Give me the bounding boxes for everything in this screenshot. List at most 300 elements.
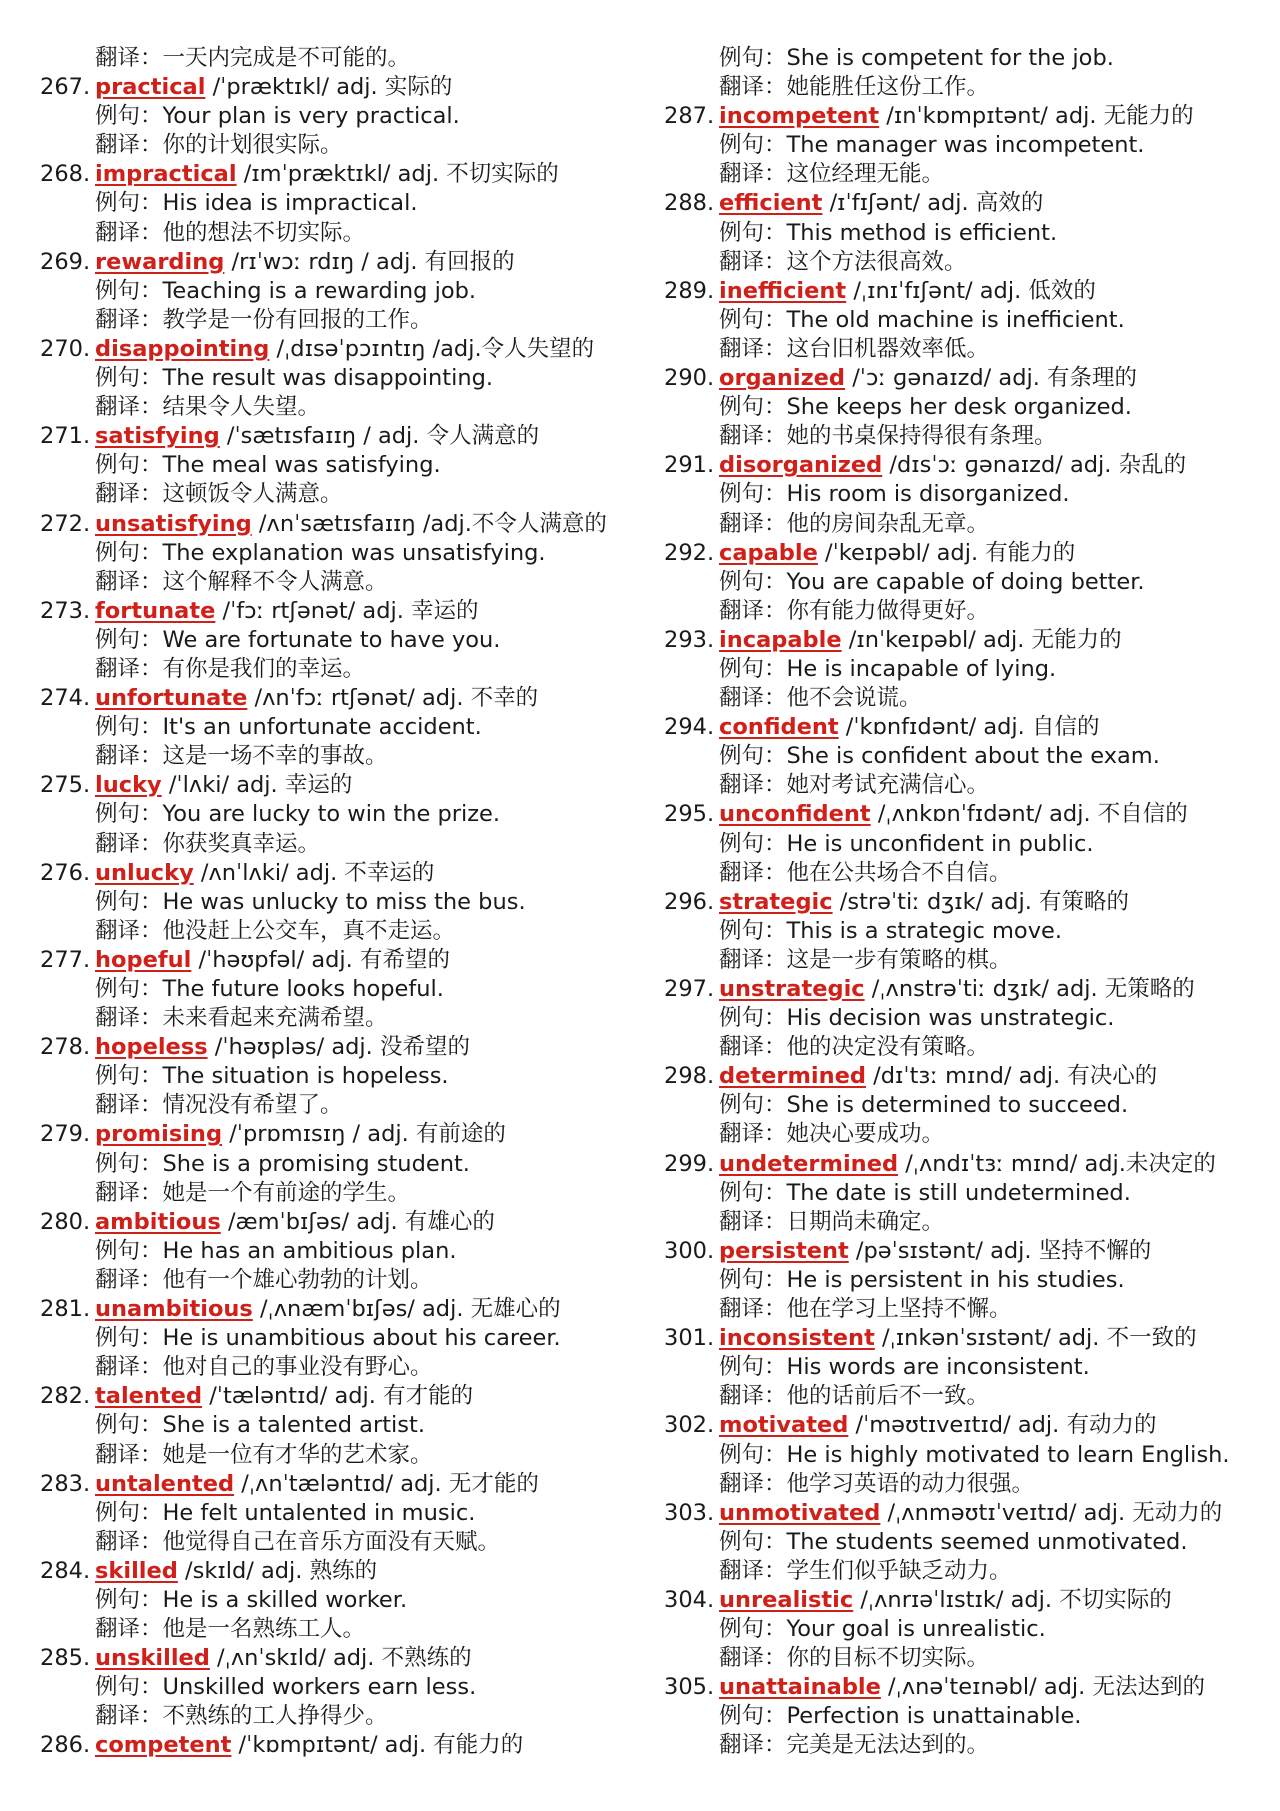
entry-pronunciation: /ʌnˈlʌki/ adj. 不幸运的 <box>193 859 435 886</box>
translation-text: 你的计划很实际。 <box>162 132 343 159</box>
entry-number: 291. <box>664 452 715 479</box>
entry-pronunciation: /ˈkɒmpɪtənt/ adj. 有能力的 <box>231 1732 524 1759</box>
translation-text: 她对考试充满信心。 <box>786 772 990 799</box>
example-label: 例句： <box>719 45 787 71</box>
entry-headword-line <box>664 800 1264 829</box>
translation-line <box>40 1004 640 1033</box>
entry-pronunciation: /ˈhəʊpləs/ adj. 没希望的 <box>207 1034 470 1061</box>
translation-label: 翻译： <box>719 423 787 450</box>
translation-text: 他觉得自己在音乐方面没有天赋。 <box>162 1528 501 1555</box>
entry-pronunciation: /ˈɔː ɡənaɪzd/ adj. 有条理的 <box>845 365 1138 392</box>
entry-number: 294. <box>664 714 715 741</box>
translation-label: 翻译： <box>95 1092 163 1119</box>
example-label: 例句： <box>719 394 787 421</box>
entry-word: disorganized <box>719 452 883 479</box>
entry-word: persistent <box>719 1237 849 1264</box>
example-text: His room is disorganized. <box>786 481 1070 508</box>
entry-pronunciation: /ˈpræktɪkl/ adj. 实际的 <box>205 74 453 101</box>
translation-label: 翻译： <box>95 132 163 159</box>
entry-word: inconsistent <box>719 1325 875 1352</box>
entry-number: 285. <box>40 1645 91 1672</box>
translation-label: 翻译： <box>719 161 787 188</box>
example-text: You are lucky to win the prize. <box>162 801 501 828</box>
example-line <box>40 626 640 655</box>
example-text: Your goal is unrealistic. <box>786 1616 1046 1643</box>
example-label: 例句： <box>95 1586 163 1613</box>
example-line <box>664 1004 1264 1033</box>
entry-number: 270. <box>40 335 91 362</box>
entry-pronunciation: /skɪld/ adj. 熟练的 <box>177 1557 378 1584</box>
example-label: 例句： <box>95 714 163 741</box>
example-label: 例句： <box>95 190 163 217</box>
example-label: 例句： <box>719 1528 787 1555</box>
example-text: Teaching is a rewarding job. <box>162 277 477 304</box>
entry-number: 297. <box>664 976 715 1002</box>
translation-text: 他的决定没有策略。 <box>786 1034 990 1061</box>
example-line <box>40 102 640 131</box>
translation-label: 翻译： <box>95 306 163 333</box>
right-column <box>664 44 1264 1761</box>
translation-label: 翻译： <box>95 394 163 421</box>
entry-number: 280. <box>40 1208 91 1235</box>
example-line <box>664 830 1264 859</box>
translation-line <box>664 248 1264 277</box>
translation-line <box>40 306 640 335</box>
entry-headword-line <box>664 1237 1264 1266</box>
example-line <box>40 1673 640 1702</box>
translation-label: 翻译： <box>719 1732 787 1759</box>
translation-text: 他学习英语的动力很强。 <box>786 1470 1035 1497</box>
translation-line <box>664 859 1264 888</box>
translation-line <box>664 1470 1264 1499</box>
translation-text: 他的想法不切实际。 <box>162 219 366 246</box>
entry-word: practical <box>95 74 206 101</box>
example-text: The manager was incompetent. <box>786 132 1145 159</box>
entry-pronunciation: /ɪnˈkeɪpəbl/ adj. 无能力的 <box>841 626 1122 653</box>
example-label: 例句： <box>719 1616 787 1643</box>
entry-headword-line <box>40 1208 640 1237</box>
entry-word: unambitious <box>95 1296 253 1323</box>
entry-pronunciation: /dɪˈtɜː mɪnd/ adj. 有决心的 <box>866 1063 1158 1090</box>
entry-pronunciation: /ˌʌndɪˈtɜː mɪnd/ adj.未决定的 <box>898 1150 1216 1177</box>
entry-pronunciation: /ˈfɔː rtʃənət/ adj. 幸运的 <box>215 597 479 624</box>
entry-number: 293. <box>664 626 715 653</box>
translation-label: 翻译： <box>95 1441 163 1468</box>
entry-word: untalented <box>95 1470 235 1497</box>
entry-headword-line <box>40 248 640 277</box>
example-text: She is confident about the exam. <box>786 743 1160 770</box>
translation-label: 翻译： <box>719 597 787 624</box>
entry-pronunciation: /ˈprɒmɪsɪŋ / adj. 有前途的 <box>222 1121 506 1148</box>
entry-word: unmotivated <box>719 1499 881 1526</box>
example-label: 例句： <box>719 1266 787 1293</box>
entry-pronunciation: /ˌʌnkɒnˈfɪdənt/ adj. 不自信的 <box>870 801 1188 828</box>
example-line <box>664 306 1264 335</box>
translation-label: 翻译： <box>719 772 787 799</box>
example-line <box>40 1062 640 1091</box>
translation-line <box>664 1731 1264 1760</box>
translation-line <box>664 684 1264 713</box>
entry-pronunciation: /ʌnˈsætɪsfaɪɪŋ /adj.不令人满意的 <box>251 510 607 537</box>
entry-word: unskilled <box>95 1645 210 1672</box>
translation-text: 他有一个雄心勃勃的计划。 <box>162 1266 433 1293</box>
translation-label: 翻译： <box>719 335 787 362</box>
translation-line <box>664 1295 1264 1324</box>
translation-label: 翻译： <box>95 655 163 682</box>
entry-word: unfortunate <box>95 685 248 712</box>
example-label: 例句： <box>95 1150 163 1177</box>
entry-word: incapable <box>719 626 842 653</box>
translation-line <box>40 1702 640 1731</box>
translation-line <box>40 1441 640 1470</box>
entry-pronunciation: /ɪˈfɪʃənt/ adj. 高效的 <box>822 190 1044 217</box>
translation-text: 日期尚未确定。 <box>786 1208 945 1235</box>
entry-word: unrealistic <box>719 1586 854 1613</box>
example-line <box>40 277 640 306</box>
translation-label: 翻译： <box>95 1005 163 1032</box>
entry-headword-line <box>664 364 1264 393</box>
translation-text: 他在学习上坚持不懈。 <box>786 1296 1012 1323</box>
entry-headword-line <box>664 975 1264 1004</box>
example-line <box>40 1150 640 1179</box>
entry-headword-line <box>664 1586 1264 1615</box>
entry-headword-line <box>40 160 640 189</box>
example-text: His decision was unstrategic. <box>786 1005 1115 1032</box>
entry-pronunciation: /rɪˈwɔː rdɪŋ / adj. 有回报的 <box>224 248 515 275</box>
entry-word: ambitious <box>95 1208 221 1235</box>
entry-word: strategic <box>719 888 833 915</box>
example-text: This is a strategic move. <box>786 917 1063 944</box>
example-text: The meal was satisfying. <box>162 452 441 479</box>
translation-label: 翻译： <box>95 45 163 71</box>
entry-word: inefficient <box>719 277 847 304</box>
example-text: He was unlucky to miss the bus. <box>162 888 526 915</box>
example-label: 例句： <box>95 626 163 653</box>
example-label: 例句： <box>719 1354 787 1381</box>
translation-label: 翻译： <box>719 1034 787 1061</box>
entry-word: hopeless <box>95 1034 208 1061</box>
example-text: You are capable of doing better. <box>786 568 1145 595</box>
entry-pronunciation: /ˌʌnˈskɪld/ adj. 不熟练的 <box>209 1645 472 1672</box>
translation-label: 翻译： <box>95 1179 163 1206</box>
translation-line <box>40 568 640 597</box>
translation-text: 他不会说谎。 <box>786 685 922 712</box>
example-text: It's an unfortunate accident. <box>162 714 482 741</box>
example-text: He is unconfident in public. <box>786 830 1094 857</box>
translation-text: 她的书桌保持得很有条理。 <box>786 423 1057 450</box>
translation-text: 这台旧机器效率低。 <box>786 335 990 362</box>
example-label: 例句： <box>95 452 163 479</box>
translation-label: 翻译： <box>719 1470 787 1497</box>
example-line <box>664 131 1264 160</box>
example-line <box>40 189 640 218</box>
entry-headword-line <box>40 422 640 451</box>
example-label: 例句： <box>719 1441 787 1468</box>
entry-word: efficient <box>719 190 823 217</box>
entry-headword-line <box>664 626 1264 655</box>
translation-line <box>40 131 640 160</box>
example-line <box>40 539 640 568</box>
translation-line <box>664 771 1264 800</box>
entry-number: 269. <box>40 248 91 275</box>
translation-text: 他是一名熟练工人。 <box>162 1616 366 1643</box>
entry-pronunciation: /ˈkɒnfɪdənt/ adj. 自信的 <box>838 714 1100 741</box>
example-label: 例句： <box>95 888 163 915</box>
translation-text: 不熟练的工人挣得少。 <box>162 1703 388 1730</box>
example-line <box>40 364 640 393</box>
entry-word: motivated <box>719 1412 849 1439</box>
example-text: He felt untalented in music. <box>162 1499 476 1526</box>
example-text: His words are inconsistent. <box>786 1354 1090 1381</box>
translation-line <box>40 480 640 509</box>
entry-pronunciation: /ˈsætɪsfaɪɪŋ / adj. 令人满意的 <box>219 423 540 450</box>
entry-number: 283. <box>40 1470 91 1497</box>
translation-line <box>664 946 1264 975</box>
entry-pronunciation: /ˌʌnməʊtɪˈveɪtɪd/ adj. 无动力的 <box>880 1499 1223 1526</box>
entry-number: 273. <box>40 597 91 624</box>
lead-translation-line <box>664 73 1264 102</box>
translation-text: 情况没有希望了。 <box>162 1092 343 1119</box>
example-label: 例句： <box>719 917 787 944</box>
example-text: She keeps her desk organized. <box>786 394 1132 421</box>
entry-word: confident <box>719 714 839 741</box>
entry-number: 301. <box>664 1325 715 1352</box>
entry-number: 279. <box>40 1121 91 1148</box>
translation-text: 未来看起来充满希望。 <box>162 1005 388 1032</box>
translation-label: 翻译： <box>95 917 163 944</box>
translation-label: 翻译： <box>719 859 787 886</box>
entry-number: 287. <box>664 103 715 130</box>
translation-line <box>40 917 640 946</box>
example-label: 例句： <box>95 539 163 566</box>
entry-headword-line <box>664 888 1264 917</box>
translation-line <box>40 742 640 771</box>
example-label: 例句： <box>719 306 787 333</box>
entry-word: disappointing <box>95 335 270 362</box>
example-line <box>40 1411 640 1440</box>
entry-number: 300. <box>664 1237 715 1264</box>
entry-word: lucky <box>95 772 162 799</box>
entry-number: 278. <box>40 1034 91 1061</box>
entry-word: determined <box>719 1063 867 1090</box>
entry-number: 303. <box>664 1499 715 1526</box>
entry-headword-line <box>40 859 640 888</box>
example-text: We are fortunate to have you. <box>162 626 501 653</box>
example-text: Unskilled workers earn less. <box>162 1674 477 1701</box>
translation-text: 她决心要成功。 <box>786 1121 945 1148</box>
entry-number: 298. <box>664 1063 715 1090</box>
entry-pronunciation: /ɪnˈkɒmpɪtənt/ adj. 无能力的 <box>879 103 1194 130</box>
entry-word: talented <box>95 1383 203 1410</box>
example-label: 例句： <box>95 1325 163 1352</box>
entry-word: incompetent <box>719 103 880 130</box>
translation-label: 翻译： <box>719 1383 787 1410</box>
translation-label: 翻译： <box>95 1266 163 1293</box>
entry-headword-line <box>40 73 640 102</box>
entry-headword-line <box>40 1557 640 1586</box>
translation-text: 你有能力做得更好。 <box>786 597 990 624</box>
translation-label: 翻译： <box>95 830 163 857</box>
example-text: The situation is hopeless. <box>162 1063 449 1090</box>
entry-pronunciation: /ˌɪnɪˈfɪʃənt/ adj. 低效的 <box>846 277 1096 304</box>
translation-line <box>664 597 1264 626</box>
translation-line <box>40 393 640 422</box>
translation-line <box>664 160 1264 189</box>
entry-number: 277. <box>40 946 91 973</box>
translation-label: 翻译： <box>95 743 163 770</box>
translation-line <box>664 1382 1264 1411</box>
entry-headword-line <box>40 1644 640 1673</box>
translation-text: 有你是我们的幸运。 <box>162 655 366 682</box>
example-label: 例句： <box>719 132 787 159</box>
example-label: 例句： <box>719 743 787 770</box>
translation-text: 结果令人失望。 <box>162 394 321 421</box>
example-text: The result was disappointing. <box>162 365 494 392</box>
translation-text: 一天内完成是不可能的。 <box>162 45 411 71</box>
entry-headword-line <box>664 451 1264 480</box>
example-label: 例句： <box>719 1703 787 1730</box>
example-label: 例句： <box>719 655 787 682</box>
entry-number: 288. <box>664 190 715 217</box>
example-line <box>664 742 1264 771</box>
example-label: 例句： <box>95 277 163 304</box>
example-label: 例句： <box>719 1179 787 1206</box>
translation-text: 你的目标不切实际。 <box>786 1645 990 1672</box>
entry-number: 281. <box>40 1296 91 1323</box>
entry-headword-line <box>40 1731 640 1760</box>
translation-label: 翻译： <box>719 1557 787 1584</box>
example-line <box>664 917 1264 946</box>
translation-text: 他没赶上公交车，真不走运。 <box>162 917 456 944</box>
translation-text: 他对自己的事业没有野心。 <box>162 1354 433 1381</box>
example-line <box>664 1615 1264 1644</box>
entry-headword-line <box>40 1120 640 1149</box>
entry-number: 268. <box>40 161 91 188</box>
entry-word: fortunate <box>95 597 216 624</box>
entry-headword-line <box>40 946 640 975</box>
example-label: 例句： <box>95 801 163 828</box>
translation-line <box>664 422 1264 451</box>
translation-line <box>40 655 640 684</box>
example-text: Your plan is very practical. <box>162 103 460 130</box>
translation-label: 翻译： <box>719 1208 787 1235</box>
entry-pronunciation: /ˈlʌki/ adj. 幸运的 <box>161 772 353 799</box>
example-line <box>664 1179 1264 1208</box>
example-label: 例句： <box>95 103 163 130</box>
entry-pronunciation: /dɪsˈɔː ɡənaɪzd/ adj. 杂乱的 <box>882 452 1187 479</box>
example-text: He is a skilled worker. <box>162 1586 408 1613</box>
translation-line <box>664 1644 1264 1673</box>
translation-label: 翻译： <box>95 568 163 595</box>
translation-text: 这顿饭令人满意。 <box>162 481 343 508</box>
entry-headword-line <box>664 1062 1264 1091</box>
entry-headword-line <box>40 1382 640 1411</box>
entry-headword-line <box>40 335 640 364</box>
entry-number: 276. <box>40 859 91 886</box>
entry-number: 292. <box>664 539 715 566</box>
example-label: 例句： <box>95 1412 163 1439</box>
entry-headword-line <box>664 277 1264 306</box>
example-label: 例句： <box>719 568 787 595</box>
entry-number: 272. <box>40 510 91 537</box>
entry-pronunciation: /strəˈtiː dʒɪk/ adj. 有策略的 <box>832 888 1129 915</box>
example-text: He is highly motivated to learn English. <box>786 1441 1230 1468</box>
example-text: The future looks hopeful. <box>162 976 444 1002</box>
translation-text: 完美是无法达到的。 <box>786 1732 990 1759</box>
entry-number: 299. <box>664 1150 715 1177</box>
translation-line <box>40 1528 640 1557</box>
translation-label: 翻译： <box>719 510 787 537</box>
example-text: His idea is impractical. <box>162 190 418 217</box>
entry-pronunciation: /ˌʌnəˈteɪnəbl/ adj. 无法达到的 <box>880 1674 1205 1701</box>
translation-label: 翻译： <box>719 248 787 275</box>
entry-headword-line <box>40 597 640 626</box>
example-line <box>664 1266 1264 1295</box>
entry-headword-line <box>664 189 1264 218</box>
translation-text: 你获奖真幸运。 <box>162 830 321 857</box>
translation-text: 教学是一份有回报的工作。 <box>162 306 433 333</box>
example-label: 例句： <box>719 1092 787 1119</box>
entry-pronunciation: /æmˈbɪʃəs/ adj. 有雄心的 <box>220 1208 495 1235</box>
entry-word: organized <box>719 365 846 392</box>
entry-headword-line <box>664 539 1264 568</box>
translation-line <box>40 830 640 859</box>
entry-number: 295. <box>664 801 715 828</box>
example-label: 例句： <box>719 830 787 857</box>
entry-number: 290. <box>664 365 715 392</box>
entry-number: 271. <box>40 423 91 450</box>
entry-word: skilled <box>95 1557 178 1584</box>
translation-line <box>40 219 640 248</box>
translation-label: 翻译： <box>719 685 787 712</box>
entry-word: undetermined <box>719 1150 899 1177</box>
entry-headword-line <box>40 771 640 800</box>
entry-headword-line <box>664 1324 1264 1353</box>
entry-headword-line <box>40 1033 640 1062</box>
entry-headword-line <box>40 1470 640 1499</box>
example-line <box>664 655 1264 684</box>
translation-text: 他的房间杂乱无章。 <box>786 510 990 537</box>
translation-text: 这个方法很高效。 <box>786 248 967 275</box>
entry-headword-line <box>664 1150 1264 1179</box>
translation-text: 这个解释不令人满意。 <box>162 568 388 595</box>
entry-headword-line <box>664 713 1264 742</box>
entry-pronunciation: /ˌʌnrɪəˈlɪstɪk/ adj. 不切实际的 <box>853 1586 1172 1613</box>
example-text: The students seemed unmotivated. <box>786 1528 1188 1555</box>
example-line <box>40 1324 640 1353</box>
entry-pronunciation: /ˌʌnæmˈbɪʃəs/ adj. 无雄心的 <box>252 1296 561 1323</box>
left-column <box>40 44 640 1761</box>
example-line <box>40 975 640 1004</box>
entry-number: 286. <box>40 1732 91 1759</box>
translation-label: 翻译： <box>719 1645 787 1672</box>
entry-pronunciation: /ˌʌnˈtæləntɪd/ adj. 无才能的 <box>234 1470 539 1497</box>
entry-pronunciation: /ɪmˈpræktɪkl/ adj. 不切实际的 <box>236 161 559 188</box>
example-line <box>40 713 640 742</box>
example-text: The explanation was unsatisfying. <box>162 539 546 566</box>
example-text: She is determined to succeed. <box>786 1092 1129 1119</box>
translation-label: 翻译： <box>719 1121 787 1148</box>
example-text: She is a talented artist. <box>162 1412 425 1439</box>
example-line <box>40 888 640 917</box>
entry-number: 289. <box>664 277 715 304</box>
translation-text: 这是一场不幸的事故。 <box>162 743 388 770</box>
translation-line <box>40 1091 640 1120</box>
entry-pronunciation: /ˌʌnstrəˈtiː dʒɪk/ adj. 无策略的 <box>864 976 1195 1002</box>
example-text: He is persistent in his studies. <box>786 1266 1125 1293</box>
translation-label: 翻译： <box>719 1296 787 1323</box>
example-text: She is competent for the job. <box>786 45 1114 71</box>
